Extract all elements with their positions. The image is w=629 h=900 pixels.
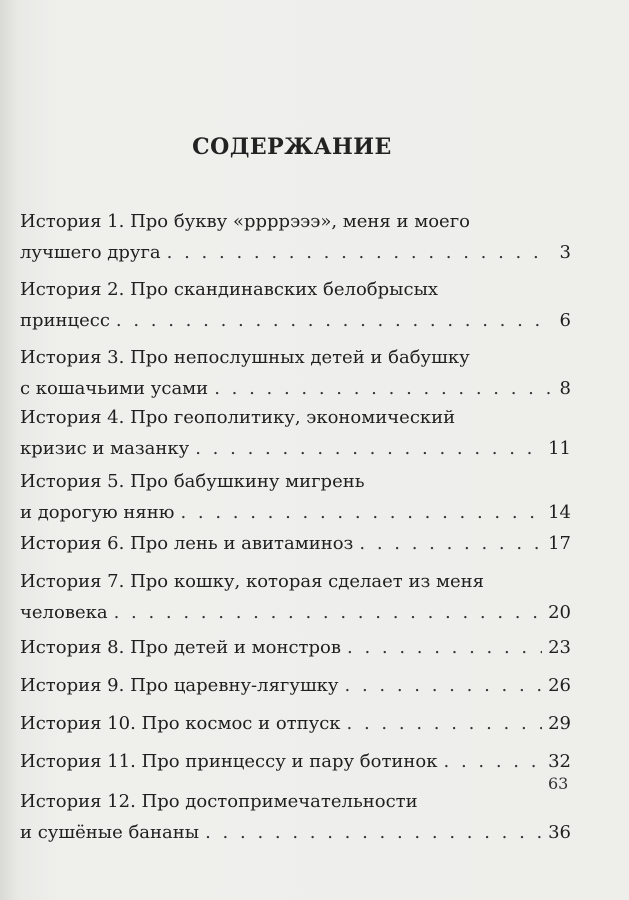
page-title: СОДЕРЖАНИЕ bbox=[192, 134, 392, 160]
toc-entry-4 bbox=[20, 402, 571, 464]
dot-leader bbox=[359, 528, 542, 559]
dot-leader bbox=[195, 433, 542, 464]
toc-entry-1 bbox=[20, 206, 571, 268]
toc-entry-title: История 9. Про царевну-лягушку bbox=[20, 675, 339, 696]
toc-entry-5 bbox=[20, 466, 571, 528]
toc-entry-title-line: История 3. Про непослушных детей и бабушку bbox=[20, 347, 470, 368]
toc-page-number: 29 bbox=[548, 713, 571, 734]
toc-page-number: 20 bbox=[548, 602, 571, 623]
toc-entry-title-line: История 12. Про достопримечательности bbox=[20, 791, 418, 812]
toc-entry-title-cont: кризис и мазанку bbox=[20, 438, 190, 459]
dot-leader bbox=[205, 817, 542, 848]
dot-leader bbox=[444, 746, 543, 777]
dot-leader bbox=[347, 708, 543, 739]
toc-entry-title-cont: лучшего друга bbox=[20, 242, 161, 263]
toc-entry-title-cont: с кошачьими усами bbox=[20, 378, 209, 399]
toc-page-number: 14 bbox=[548, 502, 571, 523]
dot-leader bbox=[114, 597, 543, 628]
dot-leader bbox=[347, 632, 542, 663]
dot-leader bbox=[345, 670, 543, 701]
dot-leader bbox=[180, 497, 542, 528]
toc-entry-title-line: История 5. Про бабушкину мигрень bbox=[20, 471, 365, 492]
toc-entry-3 bbox=[20, 342, 571, 404]
toc-entry-title-cont: человека bbox=[20, 602, 108, 623]
toc-page-number: 11 bbox=[548, 438, 571, 459]
toc-entry-title: История 10. Про космос и отпуск bbox=[20, 713, 341, 734]
toc-entry-title-line: История 7. Про кошку, которая сделает из меня bbox=[20, 571, 485, 592]
toc-entry-title: История 6. Про лень и авитаминоз bbox=[20, 533, 354, 554]
toc-entry-12 bbox=[20, 786, 571, 848]
toc-page-number: 6 bbox=[559, 310, 571, 331]
toc-page-number: 8 bbox=[559, 378, 571, 399]
dot-leader bbox=[214, 373, 551, 404]
dot-leader bbox=[116, 305, 551, 336]
toc-entry-6 bbox=[20, 528, 571, 559]
toc-entry-title: История 8. Про детей и монстров bbox=[20, 637, 341, 658]
toc-entry-9 bbox=[20, 670, 571, 701]
toc-entry-title-cont: принцесс bbox=[20, 310, 110, 331]
dot-leader bbox=[167, 237, 551, 268]
toc-page-number: 36 bbox=[548, 822, 571, 843]
toc-page-number: 23 bbox=[548, 637, 571, 658]
toc-entry-11 bbox=[20, 746, 571, 777]
toc-entry-title-line: История 1. Про букву «ррррэээ», меня и моего bbox=[20, 211, 470, 232]
toc-entry-title-line: История 4. Про геополитику, экономический bbox=[20, 407, 456, 428]
toc-entry-2 bbox=[20, 274, 571, 336]
toc-entry-title-cont: и сушёные бананы bbox=[20, 822, 200, 843]
toc-page-number: 3 bbox=[559, 242, 571, 263]
toc-page-number: 26 bbox=[548, 675, 571, 696]
toc-entry-title-cont: и дорогую няню bbox=[20, 502, 175, 523]
toc-page-number: 17 bbox=[548, 533, 571, 554]
toc-page-number: 32 bbox=[548, 751, 571, 772]
toc-entry-10 bbox=[20, 708, 571, 739]
toc-entry-7 bbox=[20, 566, 571, 628]
toc-entry-title-line: История 2. Про скандинавских белобрысых bbox=[20, 279, 439, 300]
page-number: 63 bbox=[548, 774, 569, 793]
toc-entry-8 bbox=[20, 632, 571, 663]
toc-entry-title: История 11. Про принцессу и пару ботинок bbox=[20, 751, 438, 772]
